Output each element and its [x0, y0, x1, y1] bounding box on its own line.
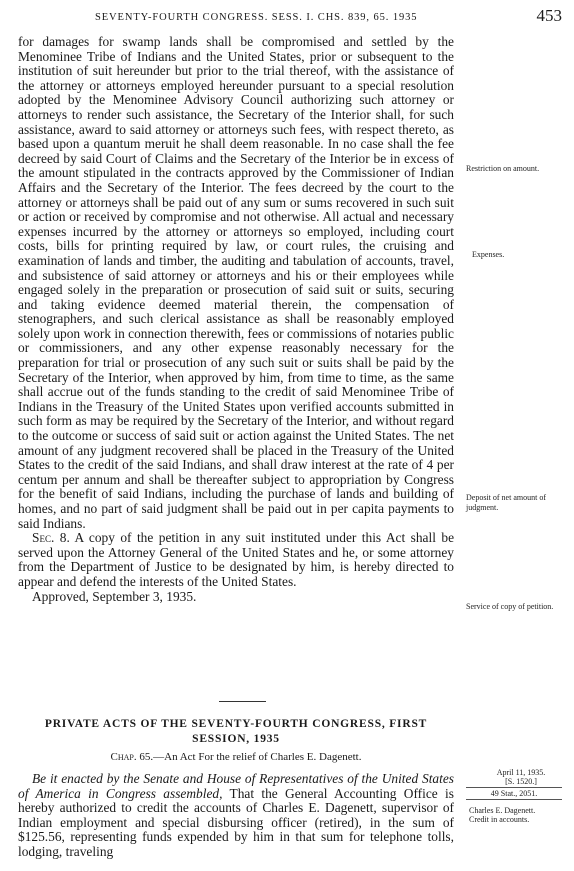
margin-note-credit: Credit in accounts. — [469, 815, 530, 824]
margin-rule-upper — [466, 787, 562, 788]
chapter-heading — [18, 751, 454, 763]
chapter-label: Chap. 65. — [110, 751, 154, 763]
section-label: Sec. 8. — [32, 530, 70, 546]
margin-note-service: Service of copy of petition. — [466, 602, 554, 611]
margin-note-name: Charles E. Dagenett. — [469, 806, 536, 815]
running-head: SEVENTY-FOURTH CONGRESS. SESS. I. CHS. 839, 65. 1935 — [95, 12, 418, 23]
act-paragraph — [18, 772, 454, 860]
private-acts-title-line1: PRIVATE ACTS OF THE SEVENTY-FOURTH CONGRESS, FIRST — [44, 718, 428, 730]
enacting-clause: Be it enacted by the Senate and House of Representatives of the United States of America in Congress assembled, — [18, 771, 454, 801]
act-text — [18, 772, 454, 860]
paragraph-continuation: for damages for swamp lands shall be compromised and settled by the Menominee Tribe of Indians and the United States, prior or subsequent to the institution of suit hereunder but prior to the trial thereof, with the assistance of the attorney or attorneys employed hereunder pursuant to a special resolution adopted by the Menominee Advisory Council authorizing such attorney or attorneys to render such assistance, the Secretary of the Interior shall, for such assistance, award to said attorney or attorneys such fees, with respect thereto, as based upon a quantum meruit he shall deem reasonable. In no case shall the fee decreed by said Court of Claims and the Secretary of the Interior be in excess of the amount stipulated in the contracts approved by the Commissioner of Indian Affairs and the Secretary of the Interior. The fees decreed by the court to the attorney or attorneys shall be paid out of any sum or sums recovered in such suit or action or received by compromise and not otherwise. All actual and necessary expenses incurred by the attorney or attorneys so employed, including court costs, bills for printing required by law, or court rules, the cruising and examination of lands and timber, the auditing and tabulation of accounts, travel, and subsistence of said attorney or attorneys and his or their employees while engaged solely in the preparation or prosecution of said suit or suits, securing and taking evidence deemed material therein, the compensation of stenographers, and such clerical assistance as shall be reasonably employed solely upon work in connection therewith, fees or commissions of notaries public or commissioners, and any other expense reasonably necessary for the preparation for trial or prosecution of any such suit or suits shall be paid by the Secretary of the Interior, when approved by him, from time to time, as the same shall accrue out of the funds standing to the credit of said Menominee Tribe of Indians in the Treasury of the United States upon verified accounts submitted in such form as may be required by the Secretary of the Interior, and without regard to the outcome or success of said suit or action against the United States. The net amount of any judgment recovered shall be placed in the Treasury of the United States to the credit of the said Indians, and shall draw interest at the rate of 4 per centum per annum and shall be thereafter subject to appropriation by Congress for the benefit of said Indians, including the purchase of lands and building of homes, and no part of said judgment shall be paid out in per capita payments to said Indians. — [18, 34, 454, 531]
margin-note-date: April 11, 1935. — [496, 768, 546, 777]
section-8 — [18, 531, 454, 589]
approval-line: Approved, September 3, 1935. — [32, 588, 197, 604]
main-text — [18, 35, 454, 604]
margin-note-expenses: Expenses. — [472, 250, 505, 259]
margin-note-deposit: Deposit of net amount of judgment. — [466, 493, 546, 512]
private-acts-title — [18, 717, 454, 747]
section-divider — [219, 701, 266, 702]
page-number: 453 — [536, 6, 562, 25]
margin-rule-lower — [466, 799, 562, 800]
margin-note-bill: [S. 1520.] — [505, 777, 537, 786]
margin-note-restriction: Restriction on amount. — [466, 164, 540, 173]
chapter-title: —An Act For the relief of Charles E. Dagenett. — [153, 751, 362, 763]
running-header — [0, 6, 574, 26]
section-8-text: A copy of the petition in any suit instituted under this Act shall be served upon the Attorney General of the United States and he, or some attorney from the Department of Justice to be designated by him, is hereby directed to appear and defend the interests of the United States. — [18, 530, 455, 589]
private-acts-title-line2: SESSION, 1935 — [192, 733, 280, 745]
margin-note-statute: 49 Stat., 2051. — [490, 789, 538, 798]
act-body: That the General Accounting Office is hereby authorized to credit the accounts of Charles E. Dagenett, supervisor of Indian employment and special disbursing officer (retired), in the sum of $125.56, representing funds expended by him in that sum for telephone tolls, lodging, traveling — [18, 785, 454, 859]
